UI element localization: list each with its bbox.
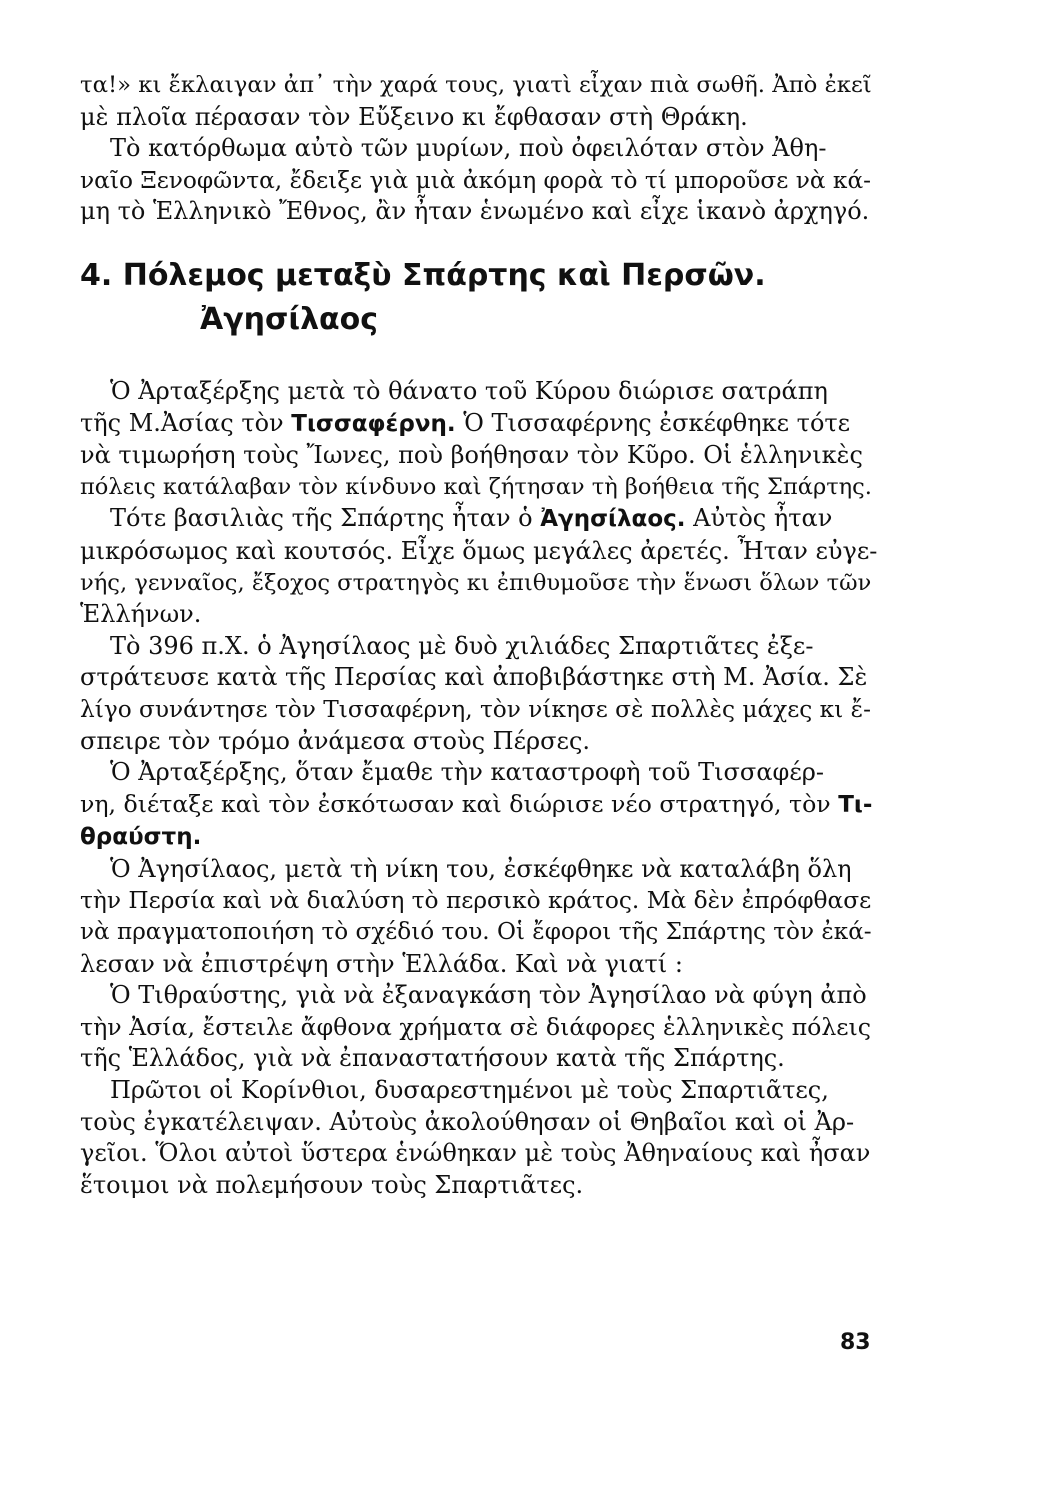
paragraph — [80, 503, 880, 630]
section-heading-line-1: 4. Πόλεμος μεταξὺ Σπάρτης καὶ Περσῶν. — [80, 257, 766, 293]
text-run: Τότε βασιλιὰς τῆς Σπάρτης ἦταν ὁ — [110, 504, 541, 533]
text-line: Ὁ Ἀρταξέρξης μετὰ τὸ θάνατο τοῦ Κύρου διώρισε σατράπη — [110, 376, 828, 405]
page-number: 83 — [840, 1330, 871, 1355]
text-line: τὴν Περσία καὶ νὰ διαλύση τὸ περσικὸ κράτος. Μὰ δὲν ἐπρόφθασε — [80, 887, 872, 915]
text-line: Πρῶτοι οἱ Κορίνθιοι, δυσαρεστημένοι μὲ τοὺς Σπαρτιᾶτες, — [110, 1076, 829, 1105]
text-line: Τὸ 396 π.Χ. ὁ Ἀγησίλαος μὲ δυὸ χιλιάδες Σπαρτιᾶτες ἐξε- — [110, 631, 814, 660]
text-line: νής, γενναῖος, ἔξοχος στρατηγὸς κι ἐπιθυμοῦσε τὴν ἕνωσι ὅλων τῶν — [80, 569, 872, 596]
text-line: μη τὸ Ἑλληνικὸ Ἔθνος, ἂν ἦταν ἑνωμένο καὶ εἶχε ἱκανὸ ἀρχηγό. — [80, 197, 870, 226]
text-line: τοὺς ἐγκατέλειψαν. Αὐτοὺς ἀκολούθησαν οἱ Θηβαῖοι καὶ οἱ Ἀρ- — [80, 1107, 855, 1136]
intro-paragraph — [80, 70, 880, 228]
text-line — [80, 408, 880, 441]
text-line: γεῖοι. Ὅλοι αὐτοὶ ὕστερα ἑνώθηκαν μὲ τοὺς Ἀθηναίους καὶ ἦσαν — [80, 1139, 871, 1168]
text-line: τῆς Ἑλλάδος, γιὰ νὰ ἐπαναστατήσουν κατὰ τῆς Σπάρτης. — [80, 1044, 785, 1073]
text-line: λίγο συνάντησε τὸν Τισσαφέρνη, τὸν νίκησε σὲ πολλὲς μάχες κι ἔ- — [80, 695, 871, 723]
text-line — [80, 821, 880, 854]
text-line: στράτευσε κατὰ τῆς Περσίας καὶ ἀποβιβάστηκε στὴ Μ. Ἀσία. Σὲ — [80, 663, 868, 692]
text-line: νὰ τιμωρήση τοὺς Ἴωνες, ποὺ βοήθησαν τὸν Κῦρο. Οἱ ἑλληνικὲς — [80, 441, 863, 470]
text-line: Ὁ Ἀγησίλαος, μετὰ τὴ νίκη του, ἐσκέφθηκε νὰ καταλάβη ὅλη — [110, 854, 852, 883]
bold-name-tithraustis: θραύστη. — [80, 824, 202, 851]
section-heading-line-2: Ἀγησίλαος — [200, 301, 379, 337]
text-run: νη, διέταξε καὶ τὸν ἐσκότωσαν καὶ διώρισε νέο στρατηγό, τὸν — [80, 789, 839, 818]
text-line: Ὁ Τιθραύστης, γιὰ νὰ ἐξαναγκάση τὸν Ἀγησίλαο νὰ φύγη ἀπὸ — [110, 981, 867, 1010]
bold-name-agisilaos: Ἀγησίλαος. — [540, 506, 686, 533]
bold-name-tissafernis: Τισσαφέρνη. — [291, 410, 456, 437]
paragraph — [80, 1075, 880, 1201]
paragraph — [80, 854, 880, 980]
text-line: πόλεις κατάλαβαν τὸν κίνδυνο καὶ ζήτησαν τὴ βοήθεια τῆς Σπάρτης. — [80, 473, 872, 500]
paragraph — [80, 376, 880, 503]
text-line: σπειρε τὸν τρόμο ἀνάμεσα στοὺς Πέρσες. — [80, 726, 591, 755]
text-line: μικρόσωμος καὶ κουτσός. Εἶχε ὅμως μεγάλες ἀρετές. Ἦταν εὐγε- — [80, 536, 878, 565]
text-line: μὲ πλοῖα πέρασαν τὸν Εὔξεινο κι ἔφθασαν στὴ Θράκη. — [80, 102, 748, 131]
paragraph — [80, 980, 880, 1075]
text-line: τα!» κι ἔκλαιγαν ἀπ᾿ τὴν χαρά τους, γιατὶ εἶχαν πιὰ σωθῆ. Ἀπὸ ἐκεῖ — [80, 72, 872, 98]
text-run: τῆς Μ.Ἀσίας τὸν — [80, 408, 292, 437]
text-line — [80, 503, 880, 536]
section-heading — [80, 254, 880, 342]
text-line: Τὸ κατόρθωμα αὐτὸ τῶν μυρίων, ποὺ ὀφειλόταν στὸν Ἀθη- — [110, 134, 827, 163]
text-line: νὰ πραγματοποιήση τὸ σχέδιό του. Οἱ ἔφοροι τῆς Σπάρτης τὸν ἐκά- — [80, 919, 872, 946]
text-line: Ὁ Ἀρταξέρξης, ὅταν ἔμαθε τὴν καταστροφὴ τοῦ Τισσαφέρ- — [110, 758, 824, 787]
text-line: ἕτοιμοι νὰ πολεμήσουν τοὺς Σπαρτιᾶτες. — [80, 1170, 584, 1199]
bold-name-tithraustis: Τι- — [838, 791, 873, 818]
text-line: τὴν Ἀσία, ἔστειλε ἄφθονα χρήματα σὲ διάφορες ἑλληνικὲς πόλεις — [80, 1012, 872, 1041]
text-run: Ὁ Τισσαφέρνης ἐσκέφθηκε τότε — [455, 408, 851, 437]
paragraph — [80, 757, 880, 854]
text-line: λεσαν νὰ ἐπιστρέψη στὴν Ἑλλάδα. Καὶ νὰ γιατί : — [80, 949, 683, 978]
paragraph — [80, 631, 880, 757]
text-line: Ἑλλήνων. — [80, 600, 202, 629]
text-line — [80, 789, 880, 822]
text-line: ναῖο Ξενοφῶντα, ἔδειξε γιὰ μιὰ ἀκόμη φορὰ τὸ τί μποροῦσε νὰ κά- — [80, 166, 872, 194]
text-run: Αὐτὸς ἦταν — [685, 504, 833, 533]
page-body — [80, 70, 880, 1201]
